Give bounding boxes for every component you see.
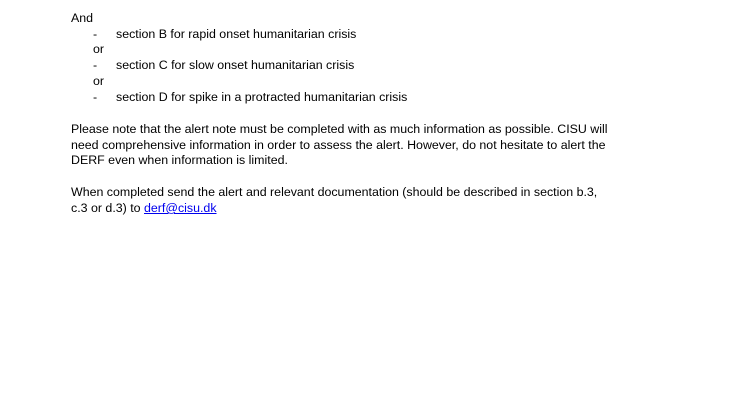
send-line-prefix: c.3 or d.3) to bbox=[71, 201, 145, 215]
option-section-b: section B for rapid onset humanitarian crisis bbox=[116, 27, 357, 41]
list-dash: - bbox=[93, 27, 98, 41]
intro-word: And bbox=[71, 11, 94, 25]
note-line: DERF even when information is limited. bbox=[71, 153, 288, 167]
send-line bbox=[71, 201, 217, 216]
list-dash: - bbox=[93, 58, 98, 72]
option-section-d: section D for spike in a protracted humanitarian crisis bbox=[116, 90, 408, 104]
list-dash: - bbox=[93, 90, 98, 104]
send-line: When completed send the alert and relevant documentation (should be described in section b.3, bbox=[71, 185, 598, 199]
connector-or: or bbox=[93, 74, 105, 88]
note-line: need comprehensive information in order to assess the alert. However, do not hesitate to alert the bbox=[71, 138, 606, 152]
option-section-c: section C for slow onset humanitarian crisis bbox=[116, 58, 355, 72]
note-line: Please note that the alert note must be completed with as much information as possible. CISU will bbox=[71, 122, 608, 136]
connector-or: or bbox=[93, 42, 105, 56]
email-link[interactable]: derf@cisu.dk bbox=[144, 201, 217, 215]
